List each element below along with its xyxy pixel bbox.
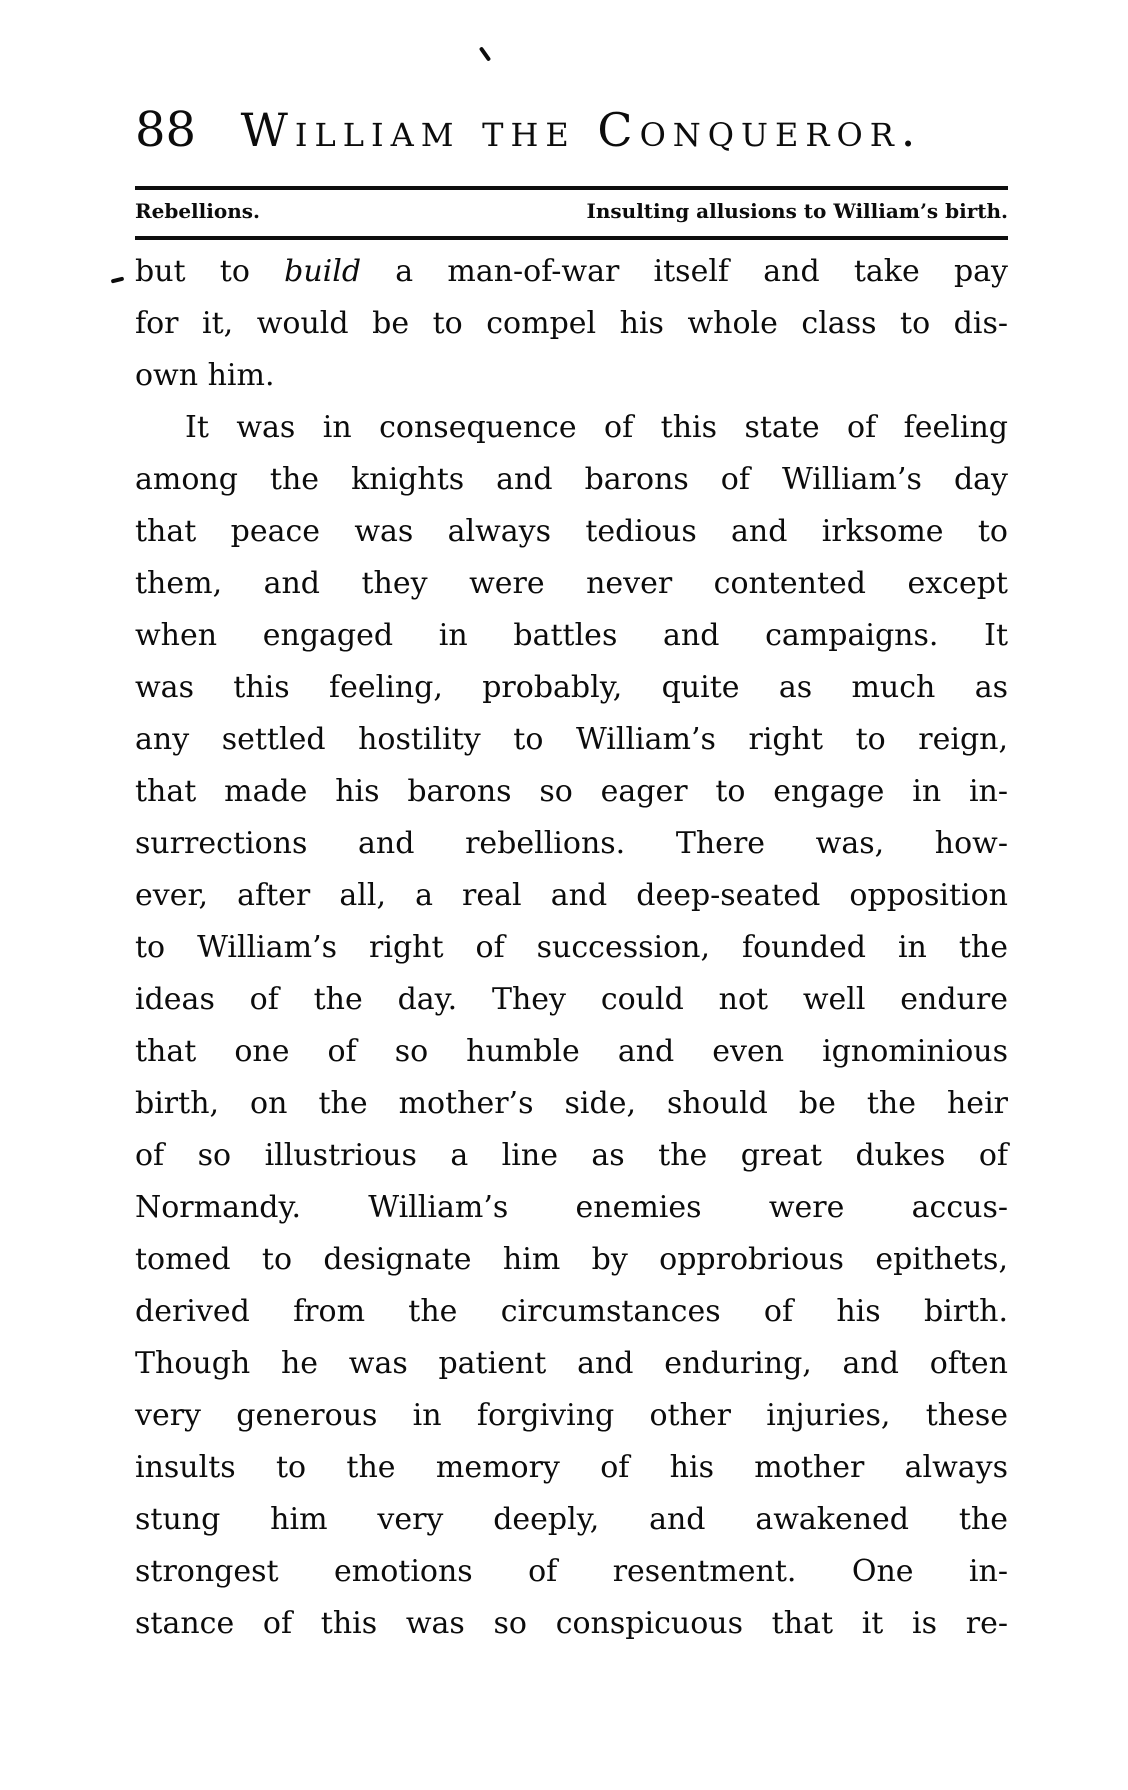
text-line: stung him very deeply, and awakened the bbox=[135, 1502, 1008, 1537]
text-line: ever, after all, a real and deep-seated opposition bbox=[135, 878, 1008, 913]
text-line: that one of so humble and even ignominious bbox=[135, 1034, 1008, 1069]
text-line: Though he was patient and enduring, and often bbox=[135, 1346, 1008, 1381]
text-line: any settled hostility to William’s right to reign, bbox=[135, 722, 1008, 757]
paragraph-1 bbox=[135, 246, 1008, 402]
text-line: ideas of the day. They could not well endure bbox=[135, 982, 1008, 1017]
text-line: that made his barons so eager to engage in in- bbox=[135, 774, 1008, 809]
text-line: own him. bbox=[135, 358, 275, 393]
text-line: strongest emotions of resentment. One in- bbox=[135, 1554, 1008, 1589]
text-line: that peace was always tedious and irksome to bbox=[135, 514, 1008, 549]
text-line bbox=[135, 246, 1008, 298]
running-head-left: Rebellions. bbox=[135, 199, 260, 223]
text-line: was this feeling, probably, quite as much as bbox=[135, 670, 1008, 705]
text-line: surrections and rebellions. There was, how- bbox=[135, 826, 1008, 861]
text-line: Normandy. William’s enemies were accus- bbox=[135, 1190, 1008, 1225]
text-line: birth, on the mother’s side, should be the heir bbox=[135, 1086, 1008, 1121]
paragraph-2 bbox=[135, 402, 1008, 1650]
text-line: derived from the circumstances of his birth. bbox=[135, 1294, 1008, 1329]
running-head-right: Insulting allusions to William’s birth. bbox=[586, 199, 1008, 223]
header-rule-bottom bbox=[135, 236, 1008, 240]
text-line: It was in consequence of this state of feeling bbox=[185, 410, 1008, 445]
running-heads bbox=[135, 198, 1008, 224]
body-text bbox=[135, 246, 1008, 1650]
text-line: for it, would be to compel his whole class to dis- bbox=[135, 306, 1008, 341]
text-segment: a man-of-war itself and take pay bbox=[361, 254, 1008, 289]
text-line: of so illustrious a line as the great dukes of bbox=[135, 1138, 1008, 1173]
header-rule-top bbox=[135, 186, 1008, 190]
text-line: tomed to designate him by opprobrious epithets, bbox=[135, 1242, 1008, 1277]
text-line: to William’s right of succession, founded in the bbox=[135, 930, 1008, 965]
page-number: 88 bbox=[135, 102, 197, 158]
text-line: them, and they were never contented except bbox=[135, 566, 1008, 601]
text-line: very generous in forgiving other injuries, these bbox=[135, 1398, 1008, 1433]
stray-ink-mark bbox=[479, 46, 491, 61]
paragraph-2-continued bbox=[135, 454, 1008, 1650]
text-line: among the knights and barons of William’s day bbox=[135, 462, 1008, 497]
margin-dash-mark bbox=[111, 276, 125, 283]
text-line: stance of this was so conspicuous that it is re- bbox=[135, 1606, 1008, 1641]
text-line: when engaged in battles and campaigns. It bbox=[135, 618, 1008, 653]
running-title: William the Conqueror. bbox=[240, 103, 923, 157]
page-header bbox=[135, 100, 1008, 160]
text-segment: but to bbox=[135, 254, 285, 289]
text-line: insults to the memory of his mother always bbox=[135, 1450, 1008, 1485]
italic-word: build bbox=[284, 254, 362, 289]
